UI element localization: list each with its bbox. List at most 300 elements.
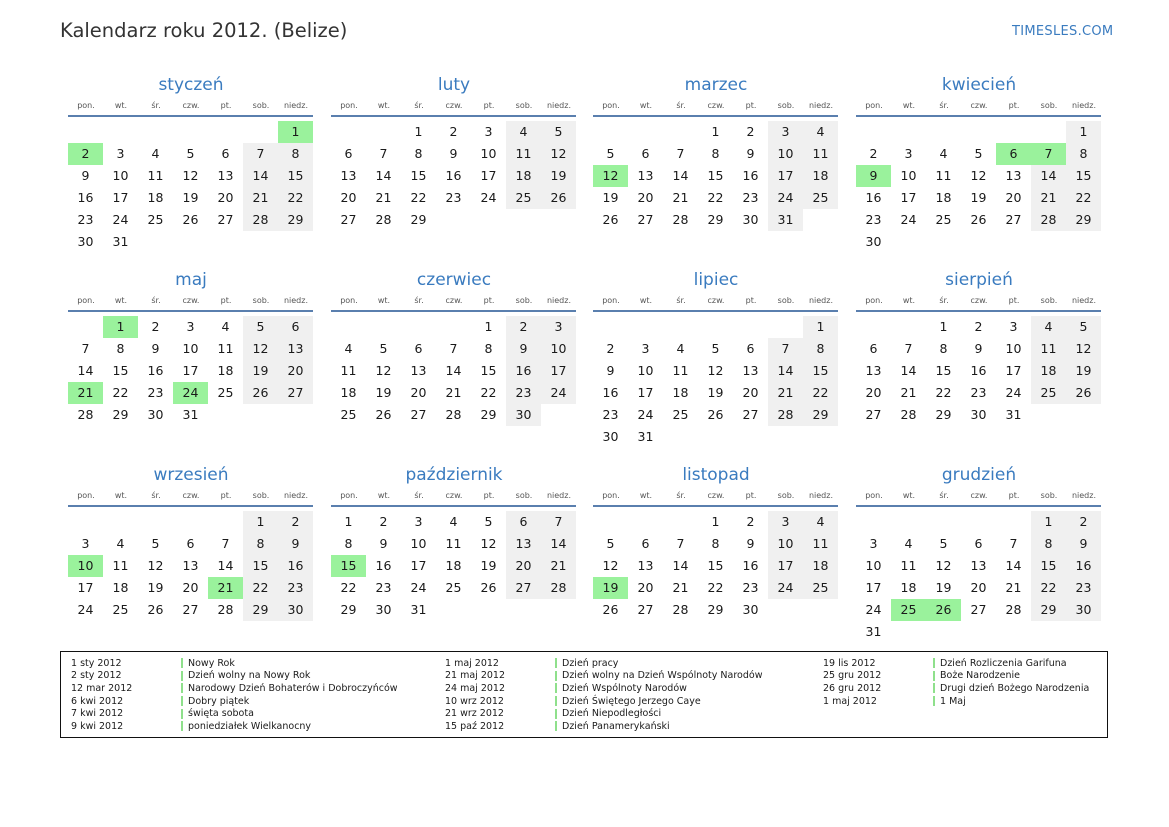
day-cell: 9 <box>746 536 755 551</box>
day-cell: 11 <box>900 558 917 573</box>
weekday-label: wt. <box>902 491 916 500</box>
weekday-label: wt. <box>114 296 128 305</box>
weekday-label: śr. <box>676 101 686 110</box>
day-cell: 1 <box>1066 121 1101 143</box>
day-cell: 12 <box>375 363 392 378</box>
holiday-day-cell: 1 <box>278 121 313 143</box>
legend-marker <box>181 683 183 693</box>
day-cell: 20 <box>637 580 654 595</box>
day-cell: 27 <box>182 602 199 617</box>
weekday-label: śr. <box>151 101 161 110</box>
day-cell: 25 <box>803 577 838 599</box>
legend-date: 21 maj 2012 <box>445 670 506 682</box>
day-cell: 29 <box>410 212 427 227</box>
empty-cell <box>628 316 663 338</box>
day-cell: 31 <box>768 209 803 231</box>
legend-item <box>445 682 762 695</box>
day-cell: 13 <box>637 558 654 573</box>
empty-cell <box>68 511 103 533</box>
legend-item <box>445 657 762 670</box>
legend-item <box>71 657 398 670</box>
day-cell: 21 <box>1031 187 1066 209</box>
legend-marker <box>181 709 183 719</box>
day-cell: 9 <box>449 146 458 161</box>
day-cell: 14 <box>217 558 234 573</box>
day-cell: 26 <box>375 407 392 422</box>
month-block <box>856 464 1102 643</box>
weekday-header <box>331 294 577 307</box>
day-cell: 5 <box>151 536 160 551</box>
day-cell: 27 <box>742 407 759 422</box>
empty-cell <box>733 316 768 338</box>
weekday-label: niedz. <box>808 101 834 110</box>
day-cell: 21 <box>768 382 803 404</box>
day-cell: 14 <box>445 363 462 378</box>
empty-cell <box>856 121 891 143</box>
legend-holiday-name: poniedziałek Wielkanocny <box>188 720 312 732</box>
day-cell: 18 <box>935 190 952 205</box>
day-cell: 12 <box>707 363 724 378</box>
day-cell: 11 <box>803 143 838 165</box>
empty-cell <box>1031 121 1066 143</box>
day-cell: 23 <box>375 580 392 595</box>
month-divider <box>593 505 838 507</box>
day-grid <box>331 511 577 621</box>
day-cell: 20 <box>1005 190 1022 205</box>
month-block <box>593 74 839 231</box>
legend-item <box>71 695 398 708</box>
holiday-day-cell: 26 <box>926 599 961 621</box>
weekday-label: wt. <box>902 101 916 110</box>
weekday-label: sob. <box>777 491 795 500</box>
weekday-label: wt. <box>377 491 391 500</box>
day-cell: 7 <box>676 146 685 161</box>
day-cell: 23 <box>742 580 759 595</box>
empty-cell <box>698 316 733 338</box>
legend-date: 1 sty 2012 <box>71 657 122 669</box>
day-cell: 29 <box>278 209 313 231</box>
day-cell: 10 <box>900 168 917 183</box>
day-cell: 23 <box>445 190 462 205</box>
day-cell: 13 <box>340 168 357 183</box>
day-cell: 25 <box>672 407 689 422</box>
day-cell: 7 <box>541 511 576 533</box>
empty-cell <box>663 316 698 338</box>
day-cell: 2 <box>1066 511 1101 533</box>
holiday-day-cell: 10 <box>68 555 103 577</box>
weekday-label: sob. <box>1040 296 1058 305</box>
day-cell: 19 <box>935 580 952 595</box>
day-cell: 16 <box>77 190 94 205</box>
month-name: styczeń <box>158 75 224 95</box>
day-cell: 15 <box>243 555 278 577</box>
day-cell: 4 <box>116 536 125 551</box>
day-cell: 6 <box>974 536 983 551</box>
weekday-label: czw. <box>707 491 725 500</box>
day-cell: 9 <box>606 363 615 378</box>
day-cell: 15 <box>1066 165 1101 187</box>
day-cell: 26 <box>1066 382 1101 404</box>
weekday-label: śr. <box>939 101 949 110</box>
day-cell: 19 <box>970 190 987 205</box>
month-block <box>856 74 1102 253</box>
weekday-label: pon. <box>602 296 620 305</box>
day-cell: 31 <box>410 602 427 617</box>
holiday-day-cell: 24 <box>173 382 208 404</box>
day-cell: 24 <box>541 382 576 404</box>
weekday-label: niedz. <box>283 101 309 110</box>
weekday-label: pt. <box>745 296 757 305</box>
weekday-label: sob. <box>777 101 795 110</box>
legend-item <box>823 657 1089 670</box>
month-block <box>68 74 314 253</box>
weekday-label: pon. <box>865 296 883 305</box>
weekday-label: czw. <box>707 296 725 305</box>
month-divider <box>856 505 1101 507</box>
day-cell: 3 <box>541 316 576 338</box>
day-cell: 7 <box>449 341 458 356</box>
day-cell: 3 <box>904 146 913 161</box>
legend-marker <box>933 658 935 668</box>
day-cell: 18 <box>1031 360 1066 382</box>
holiday-day-cell: 9 <box>856 165 891 187</box>
month-block <box>856 269 1102 426</box>
day-cell: 8 <box>711 536 720 551</box>
weekday-label: czw. <box>445 296 463 305</box>
month-name: marzec <box>684 75 748 95</box>
day-cell: 20 <box>182 580 199 595</box>
weekday-header <box>68 99 314 112</box>
day-cell: 25 <box>112 602 129 617</box>
day-cell: 13 <box>506 533 541 555</box>
day-cell: 15 <box>707 558 724 573</box>
day-grid <box>68 121 314 253</box>
legend-holiday-name: Narodowy Dzień Bohaterów i Dobroczyńców <box>188 682 398 694</box>
legend-item <box>71 707 398 720</box>
weekday-header <box>331 99 577 112</box>
weekday-label: czw. <box>445 101 463 110</box>
day-cell: 24 <box>865 602 882 617</box>
empty-cell <box>103 121 138 143</box>
empty-cell <box>856 316 891 338</box>
empty-cell <box>593 316 628 338</box>
day-cell: 1 <box>711 514 720 529</box>
day-cell: 10 <box>410 536 427 551</box>
legend-holiday-name: Drugi dzień Bożego Narodzenia <box>940 682 1090 694</box>
day-cell: 9 <box>278 533 313 555</box>
weekday-label: wt. <box>114 101 128 110</box>
day-cell: 27 <box>865 407 882 422</box>
day-cell: 11 <box>1031 338 1066 360</box>
weekday-label: pon. <box>602 101 620 110</box>
weekday-label: śr. <box>676 491 686 500</box>
day-cell: 20 <box>340 190 357 205</box>
day-cell: 29 <box>340 602 357 617</box>
day-cell: 11 <box>803 533 838 555</box>
day-cell: 26 <box>182 212 199 227</box>
holiday-day-cell: 21 <box>68 382 103 404</box>
day-cell: 22 <box>243 577 278 599</box>
day-cell: 16 <box>865 190 882 205</box>
day-cell: 27 <box>637 212 654 227</box>
day-cell: 7 <box>379 146 388 161</box>
weekday-label: niedz. <box>546 101 572 110</box>
legend-marker <box>555 683 557 693</box>
day-cell: 28 <box>1031 209 1066 231</box>
legend-holiday-name: Boże Narodzenie <box>940 670 1020 682</box>
day-cell: 12 <box>1066 338 1101 360</box>
weekday-label: pon. <box>602 491 620 500</box>
day-cell: 17 <box>77 580 94 595</box>
weekday-label: śr. <box>414 101 424 110</box>
day-cell: 24 <box>410 580 427 595</box>
weekday-header <box>68 489 314 502</box>
day-cell: 3 <box>641 341 650 356</box>
day-cell: 5 <box>606 146 615 161</box>
day-cell: 27 <box>637 602 654 617</box>
month-divider <box>593 115 838 117</box>
day-cell: 26 <box>707 407 724 422</box>
day-cell: 28 <box>217 602 234 617</box>
day-cell: 30 <box>602 429 619 444</box>
holiday-day-cell: 1 <box>103 316 138 338</box>
holiday-day-cell: 7 <box>1031 143 1066 165</box>
day-cell: 17 <box>768 165 803 187</box>
day-cell: 22 <box>1031 577 1066 599</box>
empty-cell <box>996 121 1031 143</box>
legend-date: 25 gru 2012 <box>823 670 882 682</box>
day-grid <box>856 316 1102 426</box>
day-cell: 28 <box>77 407 94 422</box>
legend-date: 7 kwi 2012 <box>71 708 124 720</box>
weekday-label: sob. <box>252 296 270 305</box>
day-cell: 19 <box>147 580 164 595</box>
day-cell: 20 <box>217 190 234 205</box>
day-cell: 16 <box>506 360 541 382</box>
day-cell: 20 <box>278 360 313 382</box>
day-cell: 3 <box>1009 319 1018 334</box>
weekday-label: czw. <box>182 101 200 110</box>
day-cell: 22 <box>278 187 313 209</box>
empty-cell <box>856 511 891 533</box>
month-divider <box>68 115 313 117</box>
legend-holiday-name: Dzień Świętego Jerzego Caye <box>562 695 701 707</box>
day-cell: 4 <box>676 341 685 356</box>
month-name: kwiecień <box>941 75 1017 95</box>
month-block <box>593 269 839 448</box>
day-cell: 29 <box>935 407 952 422</box>
day-cell: 27 <box>970 602 987 617</box>
legend-date: 12 mar 2012 <box>71 682 133 694</box>
day-cell: 14 <box>768 360 803 382</box>
day-cell: 14 <box>672 168 689 183</box>
weekday-label: śr. <box>414 491 424 500</box>
day-cell: 15 <box>480 363 497 378</box>
day-cell: 25 <box>803 187 838 209</box>
day-cell: 28 <box>900 407 917 422</box>
day-cell: 9 <box>81 168 90 183</box>
day-cell: 30 <box>375 602 392 617</box>
day-cell: 22 <box>340 580 357 595</box>
day-cell: 25 <box>340 407 357 422</box>
day-cell: 12 <box>480 536 497 551</box>
day-cell: 28 <box>1005 602 1022 617</box>
day-cell: 17 <box>480 168 497 183</box>
day-cell: 12 <box>147 558 164 573</box>
day-cell: 11 <box>935 168 952 183</box>
day-grid <box>593 316 839 448</box>
day-cell: 30 <box>742 602 759 617</box>
month-name: wrzesień <box>153 465 229 485</box>
day-grid <box>68 511 314 621</box>
weekday-label: wt. <box>902 296 916 305</box>
day-cell: 1 <box>414 124 423 139</box>
month-name: grudzień <box>941 465 1017 485</box>
day-cell: 6 <box>221 146 230 161</box>
empty-cell <box>926 121 961 143</box>
empty-cell <box>768 316 803 338</box>
brand-link[interactable]: TIMESLES.COM <box>1012 24 1114 39</box>
day-cell: 12 <box>970 168 987 183</box>
day-cell: 30 <box>506 404 541 426</box>
empty-cell <box>891 511 926 533</box>
day-cell: 6 <box>641 146 650 161</box>
empty-cell <box>628 511 663 533</box>
day-cell: 27 <box>1005 212 1022 227</box>
day-cell: 23 <box>742 190 759 205</box>
day-cell: 22 <box>803 382 838 404</box>
day-cell: 5 <box>606 536 615 551</box>
legend-date: 6 kwi 2012 <box>71 695 124 707</box>
day-cell: 10 <box>1005 341 1022 356</box>
day-cell: 17 <box>112 190 129 205</box>
day-cell: 5 <box>939 536 948 551</box>
day-cell: 3 <box>484 124 493 139</box>
month-name: listopad <box>682 465 750 485</box>
day-cell: 15 <box>803 360 838 382</box>
day-cell: 8 <box>344 536 353 551</box>
holiday-day-cell: 15 <box>331 555 366 577</box>
empty-cell <box>173 511 208 533</box>
weekday-label: pt. <box>483 101 495 110</box>
legend-marker <box>555 658 557 668</box>
weekday-label: śr. <box>151 491 161 500</box>
month-name: sierpień <box>945 270 1013 290</box>
day-cell: 8 <box>484 341 493 356</box>
day-cell: 11 <box>112 558 129 573</box>
day-cell: 17 <box>1005 363 1022 378</box>
day-cell: 18 <box>672 385 689 400</box>
day-cell: 15 <box>410 168 427 183</box>
weekday-label: czw. <box>970 296 988 305</box>
day-cell: 2 <box>746 124 755 139</box>
day-cell: 7 <box>904 341 913 356</box>
legend-item <box>445 670 762 683</box>
month-divider <box>68 505 313 507</box>
weekday-label: czw. <box>970 101 988 110</box>
weekday-label: niedz. <box>808 491 834 500</box>
legend-column <box>71 657 398 733</box>
legend-item <box>445 720 762 733</box>
day-cell: 30 <box>1066 599 1101 621</box>
day-cell: 11 <box>445 536 462 551</box>
day-cell: 20 <box>637 190 654 205</box>
day-cell: 2 <box>379 514 388 529</box>
day-cell: 28 <box>672 212 689 227</box>
weekday-label: sob. <box>1040 101 1058 110</box>
day-cell: 10 <box>637 363 654 378</box>
day-cell: 22 <box>707 190 724 205</box>
day-cell: 15 <box>278 165 313 187</box>
day-cell: 4 <box>803 511 838 533</box>
day-cell: 29 <box>707 212 724 227</box>
day-cell: 12 <box>602 558 619 573</box>
weekday-header <box>593 294 839 307</box>
day-cell: 2 <box>449 124 458 139</box>
month-block <box>593 464 839 621</box>
day-cell: 5 <box>379 341 388 356</box>
legend-holiday-name: Dzień Rozliczenia Garifuna <box>940 657 1067 669</box>
weekday-label: pon. <box>77 491 95 500</box>
day-grid <box>593 511 839 621</box>
day-cell: 18 <box>803 165 838 187</box>
day-grid <box>593 121 839 231</box>
month-divider <box>331 115 576 117</box>
weekday-label: wt. <box>377 101 391 110</box>
day-cell: 14 <box>900 363 917 378</box>
day-cell: 2 <box>974 319 983 334</box>
day-cell: 17 <box>637 385 654 400</box>
day-cell: 24 <box>768 187 803 209</box>
day-cell: 15 <box>112 363 129 378</box>
empty-cell <box>366 316 401 338</box>
day-cell: 13 <box>865 363 882 378</box>
holiday-day-cell: 2 <box>68 143 103 165</box>
empty-cell <box>628 121 663 143</box>
day-cell: 28 <box>768 404 803 426</box>
legend-marker <box>555 721 557 731</box>
day-cell: 31 <box>865 624 882 639</box>
day-cell: 27 <box>217 212 234 227</box>
day-cell: 31 <box>1005 407 1022 422</box>
weekday-label: pt. <box>220 101 232 110</box>
day-cell: 16 <box>970 363 987 378</box>
legend-holiday-name: Nowy Rok <box>188 657 235 669</box>
weekday-label: pt. <box>745 101 757 110</box>
weekday-label: sob. <box>777 296 795 305</box>
day-cell: 30 <box>278 599 313 621</box>
day-cell: 23 <box>506 382 541 404</box>
day-cell: 15 <box>1031 555 1066 577</box>
day-cell: 10 <box>182 341 199 356</box>
day-cell: 24 <box>480 190 497 205</box>
empty-cell <box>138 121 173 143</box>
day-cell: 4 <box>939 146 948 161</box>
day-cell: 19 <box>602 190 619 205</box>
day-cell: 16 <box>375 558 392 573</box>
page-title: Kalendarz roku 2012. (Belize) <box>60 19 348 42</box>
weekday-label: pon. <box>340 101 358 110</box>
day-cell: 14 <box>375 168 392 183</box>
day-cell: 7 <box>221 536 230 551</box>
empty-cell <box>401 316 436 338</box>
day-cell: 9 <box>1066 533 1101 555</box>
weekday-label: pt. <box>1008 101 1020 110</box>
day-cell: 16 <box>742 168 759 183</box>
day-cell: 23 <box>147 385 164 400</box>
day-cell: 13 <box>970 558 987 573</box>
weekday-header <box>593 489 839 502</box>
